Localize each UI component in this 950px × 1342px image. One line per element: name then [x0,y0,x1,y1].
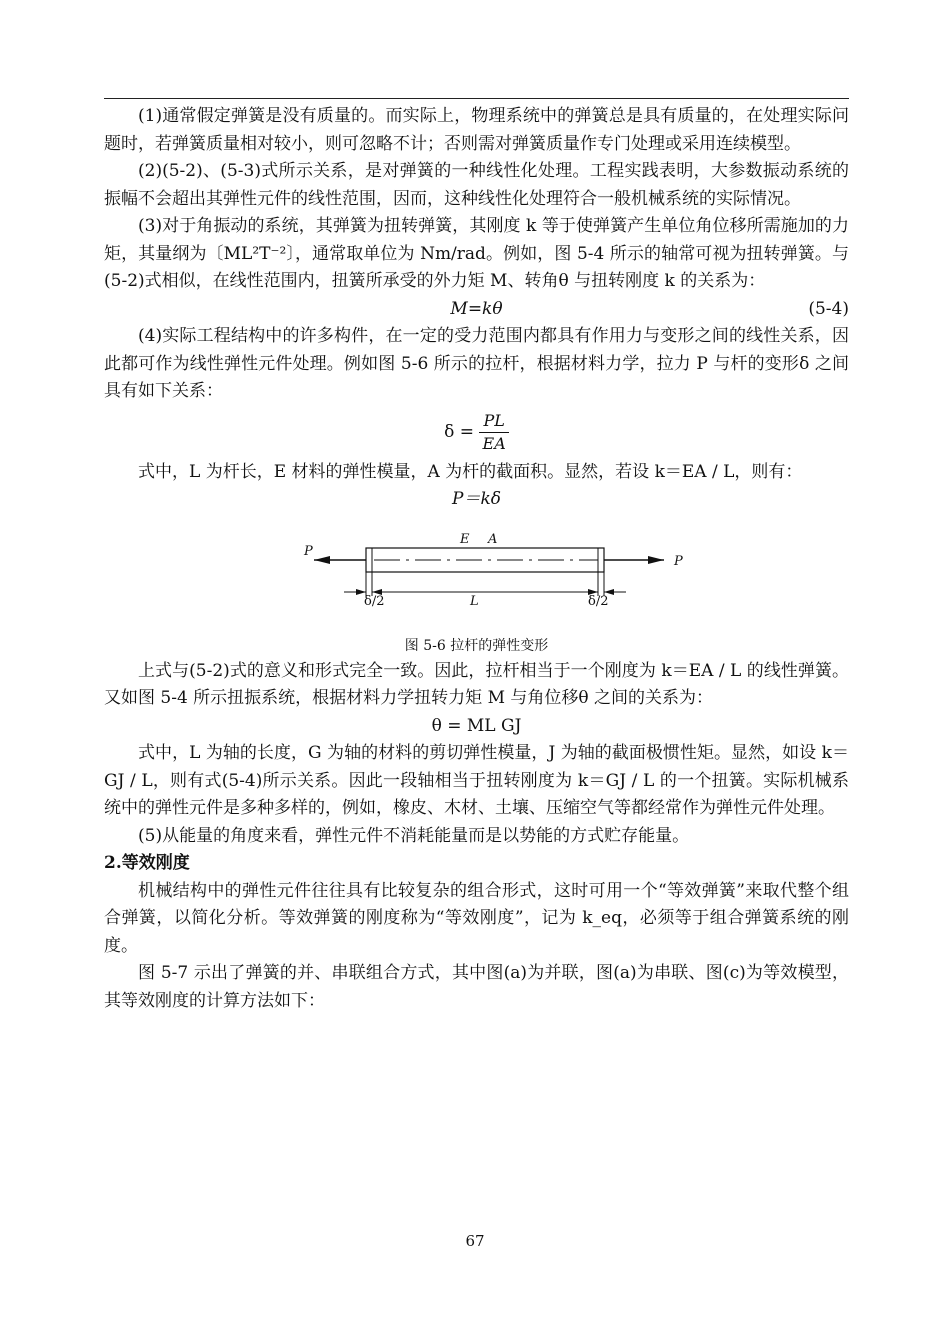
tension-rod-diagram [104,514,849,634]
paragraph-3: (3)对于角振动的系统，其弹簧为扭转弹簧，其刚度 k 等于使弹簧产生单位角位移所需施加的力矩，其量纲为〔ML²T⁻²〕，通常取单位为 Nm/rad。例如，图 5-4 所示的轴常可视为扭转弹簧。与(5-2)式相似，在线性范围内，扭簧所承受的外力矩 M、转角θ 与扭转刚度 k 的关系为： [104,216,849,291]
paragraph-9: 机械结构中的弹性元件往往具有比较复杂的组合形式，这时可用一个“等效弹簧”来取代整个组合弹簧，以简化分析。等效弹簧的刚度称为“等效刚度”，记为 k_eq，必须等于组合弹簧系统的刚度。 [104,880,849,956]
paragraph-6: 上式与(5-2)式的意义和形式完全一致。因此，拉杆相当于一个刚度为 k＝EA / L 的线性弹簧。又如图 5-4 所示扭振系统，根据材料力学扭转力矩 M 与角位移θ 之间的关系为： [104,660,849,708]
page-body [104,103,849,1015]
figure-5-6 [104,514,849,634]
rod-outline [366,548,604,572]
paragraph-8: (5)从能量的角度来看，弹性元件不消耗能量而是以势能的方式贮存能量。 [138,825,690,846]
paragraph-4: (4)实际工程结构中的许多构件，在一定的受力范围内都具有作用力与变形之间的线性关系，因此都可作为线性弹性元件处理。例如图 5-6 所示的拉杆，根据材料力学，拉力 P 与杆的变形δ 之间具有如下关系： [104,326,849,401]
paragraph-10: 图 5-7 示出了弹簧的并、串联组合方式，其中图(a)为并联，图(a)为串联、图(c)为等效模型，其等效刚度的计算方法如下： [104,963,849,1011]
paragraph-1: (1)通常假定弹簧是没有质量的。而实际上，物理系统中的弹簧总是具有质量的，在处理实际问题时，若弹簧质量相对较小，则可忽略不计；否则需对弹簧质量作专门处理或采用连续模型。 [104,106,849,154]
paragraph-7: 式中，L 为轴的长度，G 为轴的材料的剪切弹性模量，J 为轴的截面极惯性矩。显然，如设 k＝GJ / L，则有式(5-4)所示关系。因此一段轴相当于扭转刚度为 k＝GJ / L 的一个扭簧。实际机械系统中的弹性元件是多种多样的，例如，橡皮、木材、土壤、压缩空气等都经常作为弹性元件处理。 [104,743,849,818]
label-E: E [460,531,470,547]
label-delta-left: δ/2 [364,593,385,609]
equation-p-kdelta: P＝kδ [452,489,501,509]
paragraph-2: (2)(5-2)、(5-3)式所示关系，是对弹簧的一种线性化处理。工程实践表明，大参数振动系统的振幅不会超出其弹性元件的线性范围，因而，这种线性化处理符合一般机械系统的实际情况。 [104,161,849,209]
equation-5-4 [104,296,849,324]
label-A: A [488,531,498,547]
label-L: L [470,593,479,609]
equation-delta-fraction [479,410,508,455]
label-P-left: P [304,543,313,559]
header-rule [104,98,849,99]
equation-delta [104,410,849,455]
equation-theta: θ = ML GJ [431,715,522,736]
label-delta-right: δ/2 [588,593,609,609]
left-force-arrowhead [314,556,330,564]
right-force-arrowhead [648,556,664,564]
equation-delta-lhs: δ = [444,421,475,442]
label-P-right: P [674,553,683,569]
figure-caption: 图 5-6 拉杆的弹性变形 [404,637,549,654]
equation-5-4-number: (5-4) [808,298,849,319]
equation-5-4-body: M=kθ [450,298,503,319]
fraction-numerator: PL [479,410,508,433]
paragraph-5: 式中，L 为杆长，E 材料的弹性模量，A 为杆的截面积。显然，若设 k＝EA / L，则有： [138,461,803,482]
fraction-denominator: EA [482,433,506,453]
section-heading: 2.等效刚度 [104,853,190,873]
page-number: 67 [465,1232,485,1250]
